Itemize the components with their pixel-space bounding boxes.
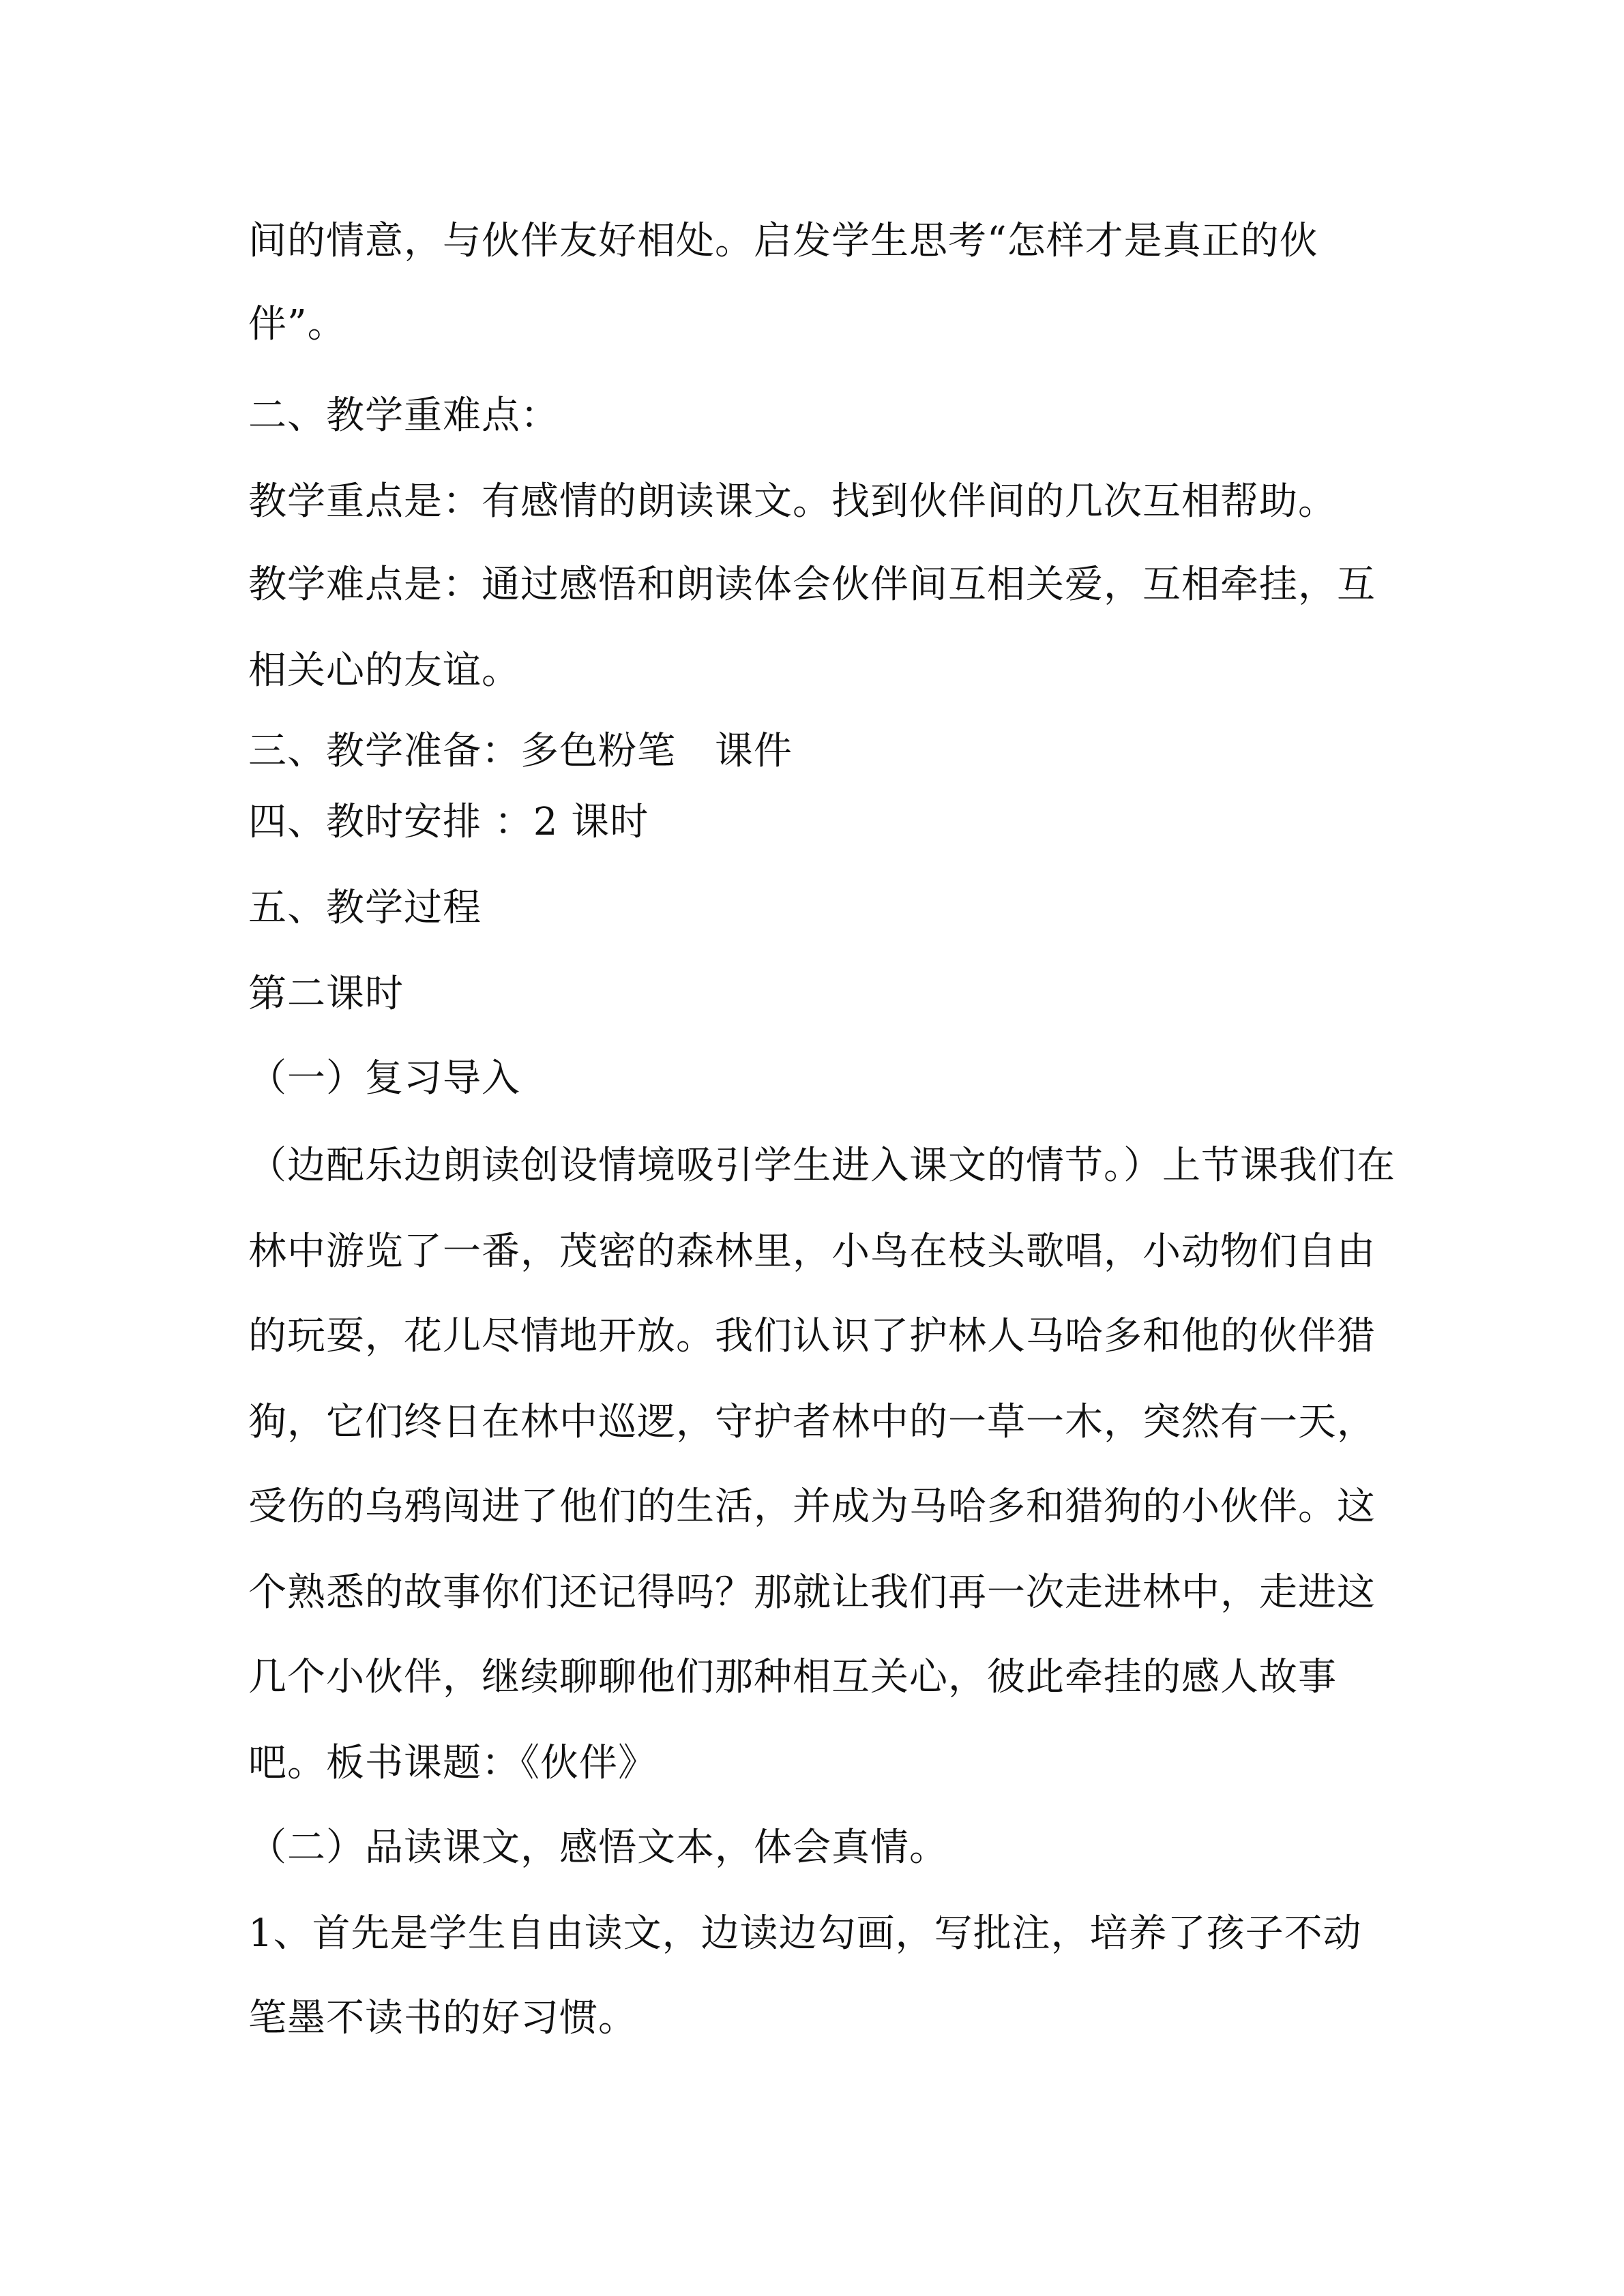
section-heading: 五、教学过程 bbox=[248, 886, 482, 930]
section-heading: 三、教学准备：多色粉笔 课件 bbox=[248, 729, 793, 773]
text-line: 几个小伙伴，继续聊聊他们那种相互关心，彼此牵挂的感人故事 bbox=[248, 1655, 1337, 1699]
lesson-heading: 第二课时 bbox=[248, 972, 404, 1016]
text-line: 笔墨不读书的好习惯。 bbox=[248, 1996, 637, 2040]
text-line: 林中游览了一番，茂密的森林里，小鸟在枝头歌唱，小动物们自由 bbox=[248, 1229, 1376, 1274]
text-line: 受伤的乌鸦闯进了他们的生活，并成为马哈多和猎狗的小伙伴。这 bbox=[248, 1485, 1376, 1529]
text-line: 的玩耍，花儿尽情地开放。我们认识了护林人马哈多和他的伙伴猎 bbox=[248, 1314, 1376, 1358]
text-line: 狗，它们终日在林中巡逻，守护者林中的一草一木，突然有一天， bbox=[248, 1400, 1376, 1444]
text-line: 伴”。 bbox=[248, 302, 346, 346]
text-line: 教学难点是：通过感悟和朗读体会伙伴间互相关爱，互相牵挂，互 bbox=[248, 563, 1376, 607]
text-line: 1、首先是学生自由读文，边读边勾画，写批注，培养了孩子不动 bbox=[248, 1911, 1362, 1956]
text-line: （边配乐边朗读创设情境吸引学生进入课文的情节。）上节课我们在 bbox=[248, 1144, 1396, 1188]
text-line: 相关心的友谊。 bbox=[248, 648, 520, 693]
subsection-heading: （一）复习导入 bbox=[248, 1056, 520, 1101]
subsection-heading: （二）品读课文，感悟文本，体会真情。 bbox=[248, 1825, 948, 1870]
section-heading: 四、教时安排 ：2 课时 bbox=[248, 800, 649, 844]
text-line: 个熟悉的故事你们还记得吗？那就让我们再一次走进林中，走进这 bbox=[248, 1570, 1376, 1615]
text-line: 吧。板书课题：《伙伴》 bbox=[248, 1741, 657, 1785]
section-heading: 二、教学重难点： bbox=[248, 393, 559, 438]
text-line: 教学重点是：有感情的朗读课文。找到伙伴间的几次互相帮助。 bbox=[248, 479, 1337, 524]
text-line: 间的情意，与伙伴友好相处。启发学生思考“怎样才是真正的伙 bbox=[248, 219, 1318, 263]
